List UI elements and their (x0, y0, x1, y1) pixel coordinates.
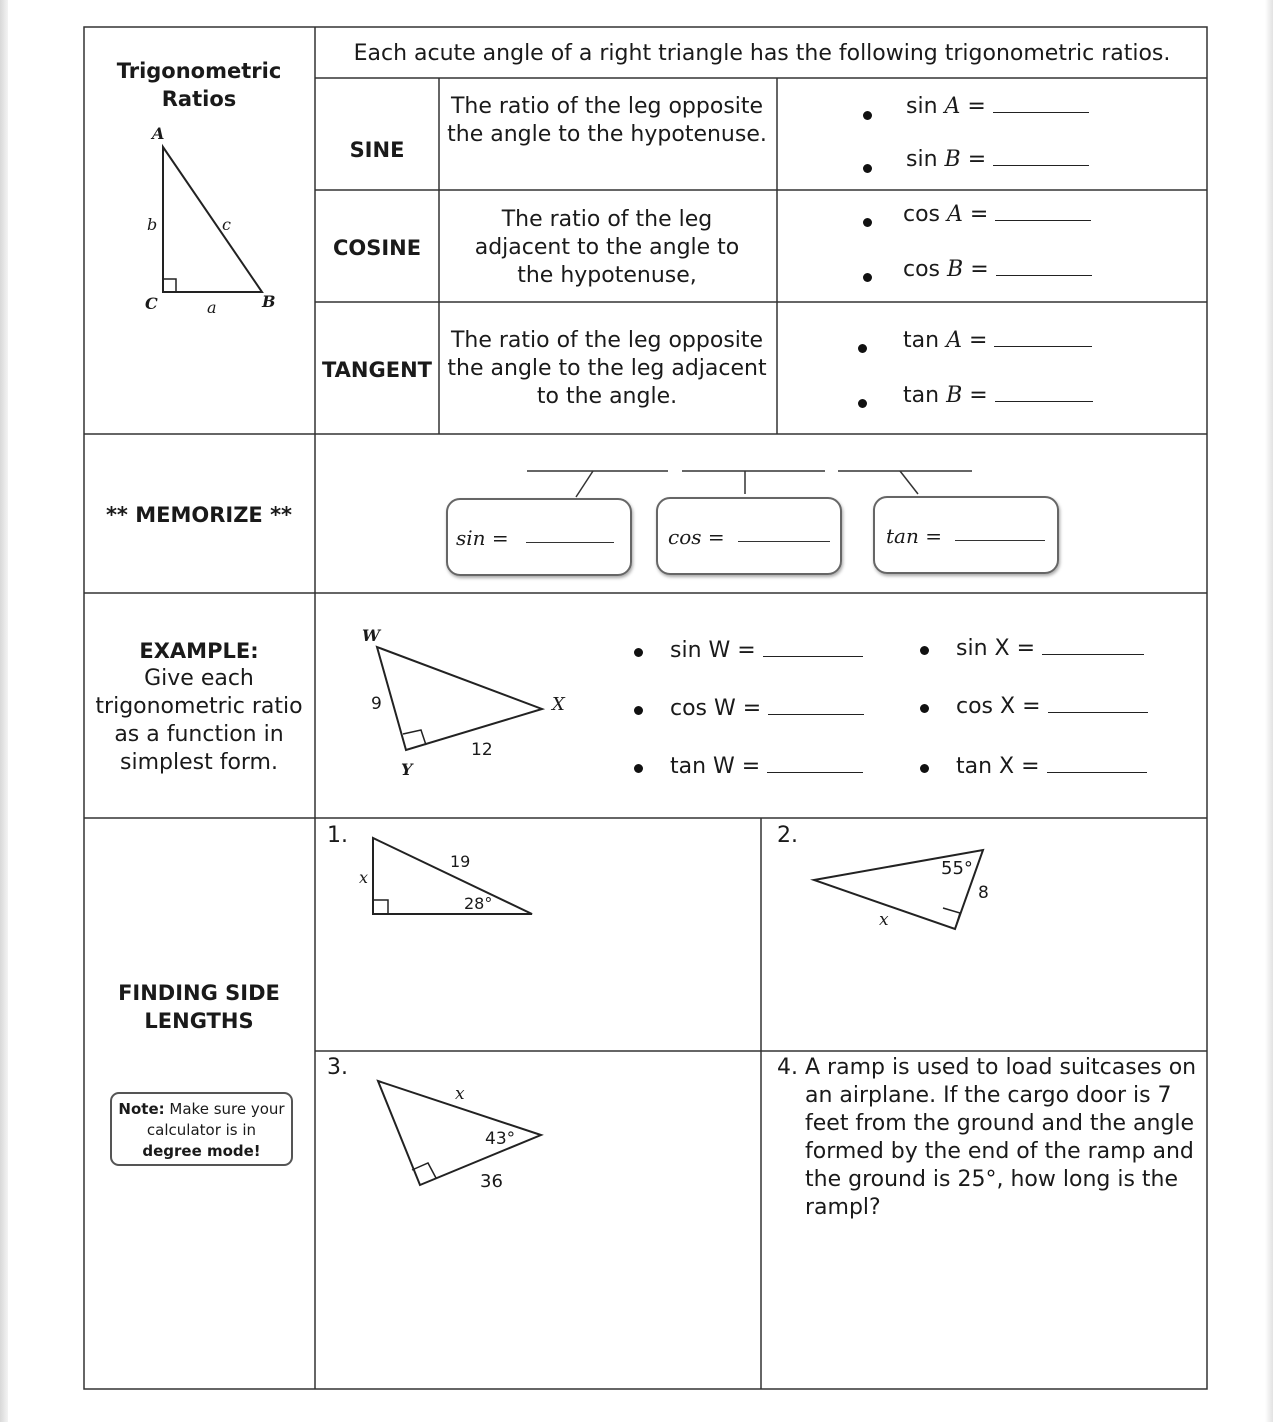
problem-1-label-19: 19 (450, 852, 471, 871)
bullet (863, 218, 872, 227)
ratio-name-tangent: TANGENT (321, 358, 432, 382)
problem-1-triangle (373, 838, 532, 914)
label-vertex-a: A (152, 124, 165, 143)
intro-sentence: Each acute angle of a right triangle has the following trigonometric ratios. (353, 41, 1171, 66)
bullet (634, 764, 643, 773)
bullet (634, 648, 643, 657)
memorize-box-sin: sin = (446, 498, 632, 576)
bullet (920, 704, 929, 713)
label-side-c: c (222, 215, 231, 234)
formula-tan-b: tan B = (903, 383, 1093, 408)
label-side-a: a (207, 298, 217, 317)
label-side-12: 12 (471, 740, 493, 760)
bullet (634, 706, 643, 715)
example-instructions: Give each trigonometric ratio as a function in simplest form. (95, 666, 303, 775)
problem-3-number: 3. (327, 1055, 348, 1080)
problem-1-label-x: x (359, 868, 369, 887)
problem-1-number: 1. (327, 823, 348, 848)
formula-sin-b: sin B = (906, 147, 1089, 172)
label-vertex-y: Y (401, 760, 413, 779)
bullet (858, 399, 867, 408)
label-vertex-w: W (362, 626, 380, 645)
label-side-b: b (147, 215, 158, 234)
problem-4-text: A ramp is used to load suitcases on an airplane. If the cargo door is 7 feet from the ground and the angle formed by the end of the ramp and the ground is 25°, how long is the rampl? (805, 1055, 1197, 1220)
example-cos-w: cos W = (670, 696, 864, 721)
ratio-desc-sine: The ratio of the leg opposite the angle to the hypotenuse. (447, 94, 767, 147)
ratio-name-sine: SINE (349, 138, 405, 162)
formula-cos-a: cos A = (903, 202, 1091, 227)
example-sin-x: sin X = (956, 636, 1144, 661)
problem-1-label-28: 28° (464, 894, 493, 913)
bullet (863, 273, 872, 282)
memorize-label: ** MEMORIZE ** (105, 503, 293, 527)
definition-triangle (163, 147, 262, 292)
memorize-connectors (527, 471, 972, 497)
example-sin-w: sin W = (670, 638, 863, 663)
memorize-box-cos: cos = (656, 497, 842, 575)
problem-2-number: 2. (777, 823, 798, 848)
problem-3-label-x: x (455, 1084, 465, 1104)
problem-2-label-8: 8 (978, 883, 989, 903)
memorize-box-tan: tan = (873, 496, 1059, 574)
problem-3-label-43: 43° (485, 1129, 516, 1149)
formula-tan-a: tan A = (903, 328, 1092, 353)
ratio-desc-tangent: The ratio of the leg opposite the angle to the leg adjacent to the angle. (447, 328, 767, 409)
problem-2-label-55: 55° (941, 858, 973, 879)
ratio-name-cosine: COSINE (332, 236, 422, 260)
example-label: EXAMPLE: (139, 639, 259, 663)
example-cos-x: cos X = (956, 694, 1148, 719)
example-tan-w: tan W = (670, 754, 863, 779)
bullet (863, 164, 872, 173)
bullet (920, 764, 929, 773)
label-vertex-b: B (262, 292, 276, 311)
bullet (858, 344, 867, 353)
finding-sides-label: FINDING SIDE LENGTHS (118, 981, 280, 1033)
bullet (863, 111, 872, 120)
example-triangle (377, 647, 542, 750)
formula-cos-b: cos B = (903, 257, 1092, 282)
example-tan-x: tan X = (956, 754, 1147, 779)
bullet (920, 646, 929, 655)
section-title-trig-ratios: Trigonometric Ratios (116, 59, 282, 111)
formula-sin-a: sin A = (906, 94, 1089, 119)
problem-2-label-x: x (879, 910, 889, 930)
problem-4-number: 4. (777, 1055, 798, 1080)
label-vertex-x: X (552, 694, 565, 715)
label-side-9: 9 (371, 694, 382, 714)
ratio-desc-cosine: The ratio of the leg adjacent to the angle to the hypotenuse, (474, 207, 740, 288)
calculator-note: Note: Make sure your calculator is in degree mode! (110, 1092, 293, 1166)
problem-3-label-36: 36 (480, 1171, 503, 1192)
label-vertex-c: C (145, 294, 158, 313)
